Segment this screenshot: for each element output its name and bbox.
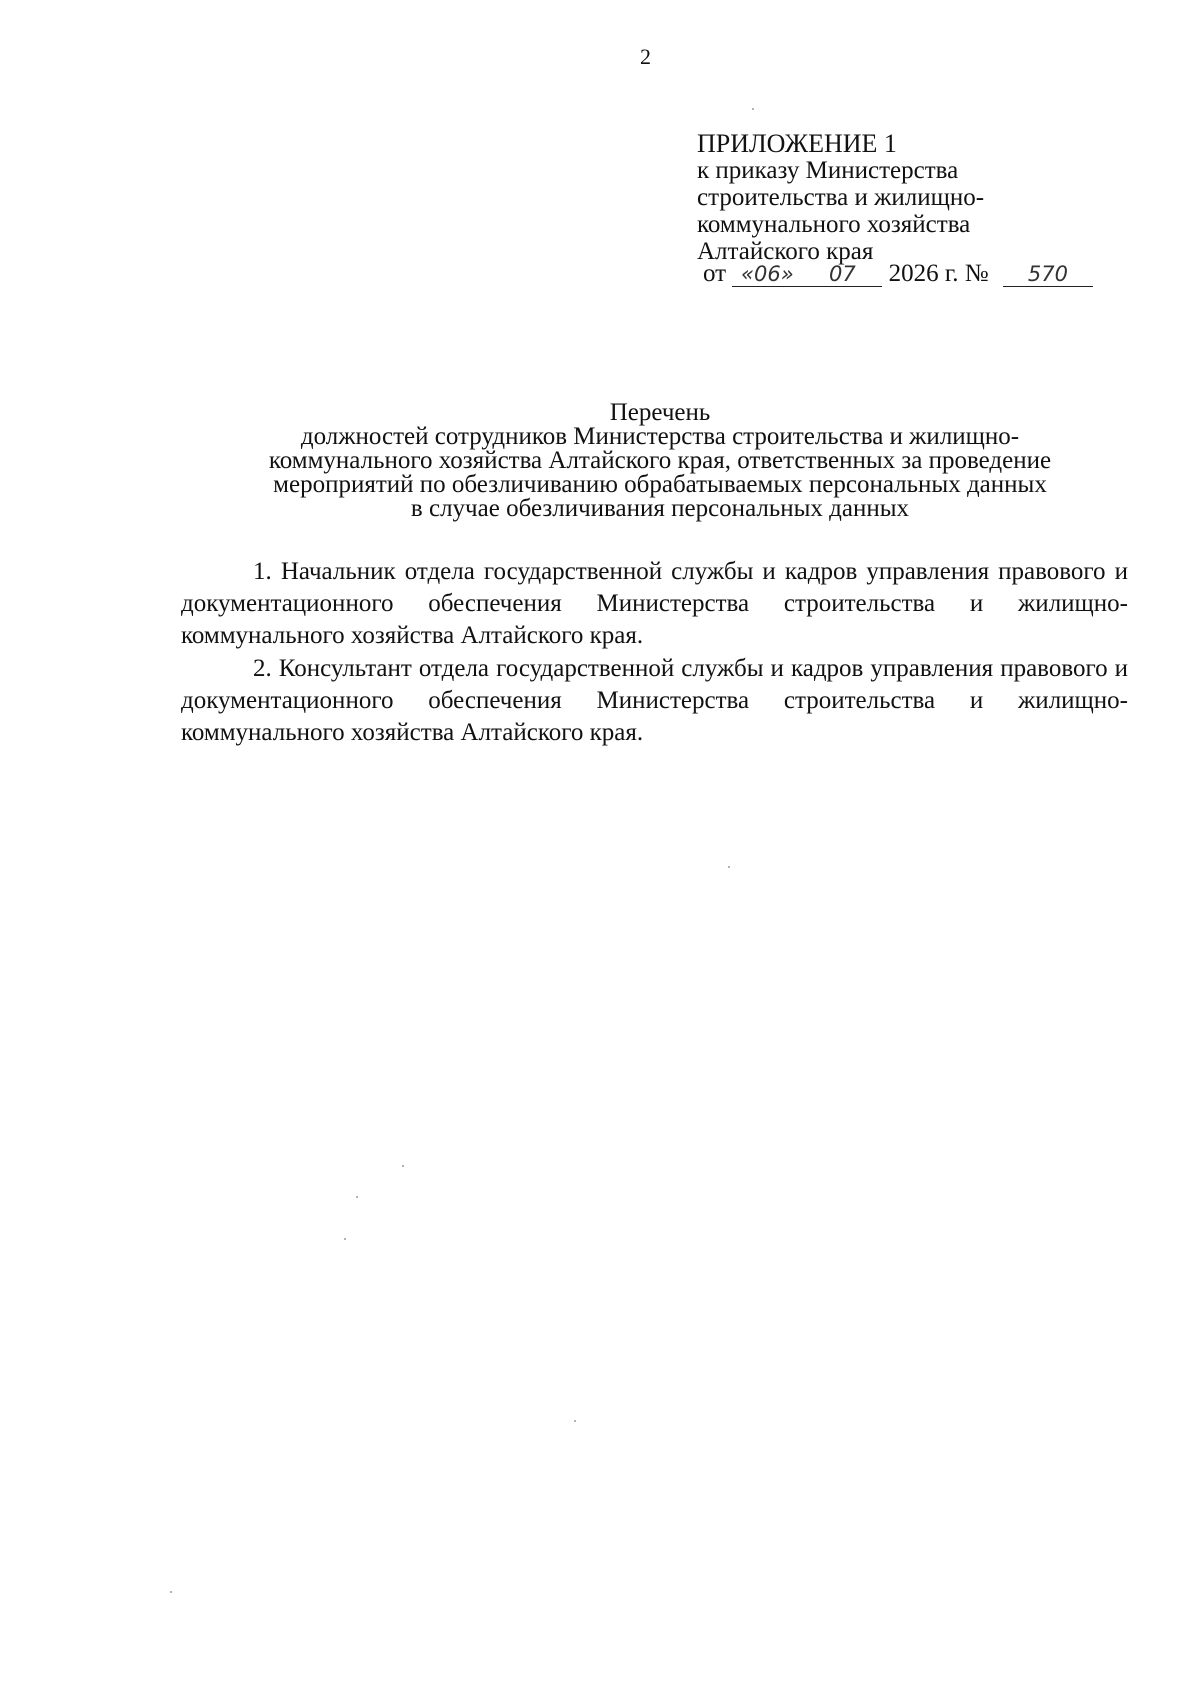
heading-line: коммунального хозяйства Алтайского края, ответственных за проведение (268, 447, 1052, 474)
order-day-handwritten: «06» (732, 262, 802, 287)
scan-speck (574, 1420, 576, 1422)
scan-speck (728, 866, 730, 868)
order-number-handwritten: 570 (1003, 262, 1093, 287)
list-item: 1. Начальник отдела государственной службы и кадров управления правового и документационного обеспечения Министерства строительства и жилищно-коммунального хозяйства Алтайского края. (181, 558, 1128, 649)
list-item: 2. Консультант отдела государственной службы и кадров управления правового и документационного обеспечения Министерства строительства и жилищно-коммунального хозяйства Алтайского края. (181, 655, 1128, 746)
scan-speck (356, 1196, 358, 1198)
order-year: 2026 г. (888, 260, 959, 287)
positions-list (181, 556, 1128, 750)
order-date-line (703, 259, 1093, 289)
heading-title: Перечень (609, 399, 711, 426)
appendix-line: коммунального хозяйства (697, 211, 971, 238)
scan-speck (344, 1238, 346, 1240)
appendix-line: Алтайского края (697, 238, 874, 265)
order-number-sign: № (964, 260, 989, 287)
list-heading (180, 401, 1140, 521)
appendix-title: ПРИЛОЖЕНИЕ 1 (697, 129, 897, 158)
heading-line: мероприятий по обезличиванию обрабатываемых персональных данных (273, 471, 1047, 498)
appendix-line: строительства и жилищно- (697, 184, 985, 211)
order-date-prefix: от (703, 260, 727, 287)
scan-speck (402, 1165, 404, 1167)
scan-speck (170, 1591, 172, 1593)
scan-speck (752, 108, 754, 110)
appendix-line: к приказу Министерства (697, 157, 959, 184)
order-month-handwritten: 07 (802, 262, 882, 287)
appendix-block (697, 130, 984, 265)
heading-line: должностей сотрудников Министерства строительства и жилищно- (300, 423, 1020, 450)
page-number: 2 (640, 44, 651, 69)
heading-line: в случае обезличивания персональных данных (410, 495, 910, 522)
